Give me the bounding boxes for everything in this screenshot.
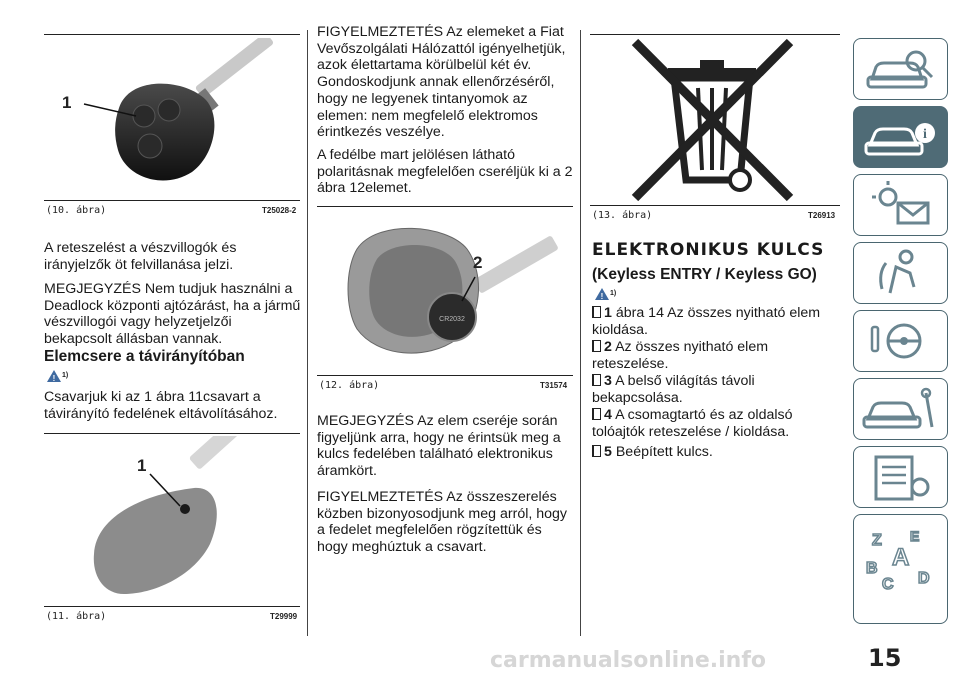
svg-text:i: i <box>923 127 927 142</box>
tab-car-service[interactable] <box>853 378 948 440</box>
column-divider-2 <box>580 30 581 636</box>
left-paragraph-2: MEGJEGYZÉS Nem tudjuk használni a Deadlock központi ajtózárást, ha a jármű vészvillogói vagy helyzetjelzői bekapcsolt állásban vannak. <box>44 281 301 348</box>
svg-text:A: A <box>892 544 910 571</box>
svg-text:!: ! <box>52 374 56 383</box>
tab-alphabet-index[interactable] <box>853 514 948 624</box>
key-button-icon <box>592 306 601 318</box>
car-service-icon <box>854 379 946 438</box>
warning-ref-left: 1) <box>62 372 69 379</box>
figure-12-top-rule <box>317 206 573 207</box>
figure-13-recycle-bin-icon <box>590 38 840 204</box>
top-rule-left <box>44 34 300 35</box>
top-rule-right <box>590 34 840 35</box>
left-paragraph-1: A reteszelést a vészvillogók és irányjelzők öt felvillanása jelzi. <box>44 240 237 273</box>
svg-text:D: D <box>918 570 930 587</box>
figure-13-code: T26913 <box>808 211 836 220</box>
figure-10-code: T25028-2 <box>262 206 297 215</box>
figure-12-rule <box>317 375 573 376</box>
column-divider-1 <box>307 30 308 636</box>
figure-10-callout-1: 1 <box>62 93 72 112</box>
figure-10-caption: (10. ábra) <box>46 205 107 216</box>
middle-paragraph-4: FIGYELMEZTETÉS Az összeszerelés közben bizonyosodjunk meg arról, hogy a fedelet megfelelően rögzítettük és hogy meghúztuk a csavart. <box>317 489 568 556</box>
key-button-icon <box>592 408 601 420</box>
figure-11-top-rule <box>44 433 300 434</box>
key-button-icon <box>592 374 601 386</box>
svg-text:E: E <box>910 528 920 544</box>
tab-warning-lights[interactable] <box>853 174 948 236</box>
warning-ref-right: 1) <box>610 290 617 297</box>
middle-paragraph-1: FIGYELMEZTETÉS Az elemeket a Fiat Vevőszolgálati Hálózattól igényelhetjük, azok élettartama körülbelül két év. Gondoskodjunk annak ellenőrzéséről, hogy ne legyenek tintanyomok az elemen: nem megfelelő elektromos érintkezés veszélye. <box>317 24 566 141</box>
figure-11-caption: (11. ábra) <box>46 611 107 622</box>
watermark: carmanualsonline.info <box>490 648 766 673</box>
car-search-icon <box>854 39 946 98</box>
left-paragraph-3: Csavarjuk ki az 1 ábra 11csavart a távirányító fedelének eltávolításához. <box>44 389 278 422</box>
svg-text:B: B <box>866 560 878 577</box>
key-button-icon <box>592 445 601 457</box>
battery-heading: Elemcsere a távirányítóban <box>44 348 245 365</box>
figure-11-key-cover <box>44 436 300 606</box>
specs-list-icon <box>854 447 946 506</box>
figure-11-code: T29999 <box>270 612 298 621</box>
warning-icon <box>46 369 62 388</box>
tab-car-search[interactable] <box>853 38 948 100</box>
steering-start-icon <box>854 311 946 370</box>
figure-12-code: T31574 <box>540 381 568 390</box>
figure-11-callout-1: 1 <box>137 456 147 475</box>
tab-specs-list[interactable] <box>853 446 948 508</box>
figure-13-rule <box>590 205 840 206</box>
key-button-icon <box>592 340 601 352</box>
tab-airbag-seat[interactable] <box>853 242 948 304</box>
car-info-icon <box>854 107 946 166</box>
svg-text:!: ! <box>600 292 604 301</box>
list-item: 1 ábra 14 Az összes nyitható elem kioldása. <box>592 305 821 338</box>
figure-13-caption: (13. ábra) <box>592 210 653 221</box>
airbag-seat-icon <box>854 243 946 302</box>
svg-text:Z: Z <box>872 532 882 549</box>
figure-12-caption: (12. ábra) <box>319 380 380 391</box>
alphabet-index-icon <box>854 515 946 622</box>
list-item: 3 A belső világítás távoli bekapcsolása. <box>592 373 755 406</box>
keyless-subtitle: (Keyless ENTRY / Keyless GO) <box>592 266 817 283</box>
middle-paragraph-2: A fedélbe mart jelölésen látható polaritásnak megfelelően cseréljük ki a 2 ábra 12elemet. <box>317 147 573 197</box>
list-item: 5 Beépített kulcs. <box>592 444 842 461</box>
svg-text:C: C <box>882 576 894 593</box>
tab-car-info[interactable] <box>853 106 948 168</box>
tab-steering-start[interactable] <box>853 310 948 372</box>
list-item: 2 Az összes nyitható elem reteszelése. <box>592 339 769 372</box>
list-item: 4 A csomagtartó és az oldalsó tolóajtók reteszelése / kioldása. <box>592 407 793 440</box>
svg-text:CR2032: CR2032 <box>439 316 465 323</box>
figure-11-rule <box>44 606 300 607</box>
figure-10-key-remote <box>44 38 300 200</box>
figure-12-callout-2: 2 <box>473 253 483 272</box>
figure-10-rule <box>44 200 300 201</box>
warning-lights-icon <box>854 175 946 234</box>
electronic-key-title: ELEKTRONIKUS KULCS <box>592 240 825 260</box>
middle-paragraph-3: MEGJEGYZÉS Az elem cseréje során figyeljünk arra, hogy ne érintsük meg a kulcs fedelében található elektronikus áramkört. <box>317 413 561 480</box>
warning-icon-right <box>594 287 610 306</box>
page-number: 15 <box>868 644 902 672</box>
figure-12-battery-open <box>317 209 573 375</box>
